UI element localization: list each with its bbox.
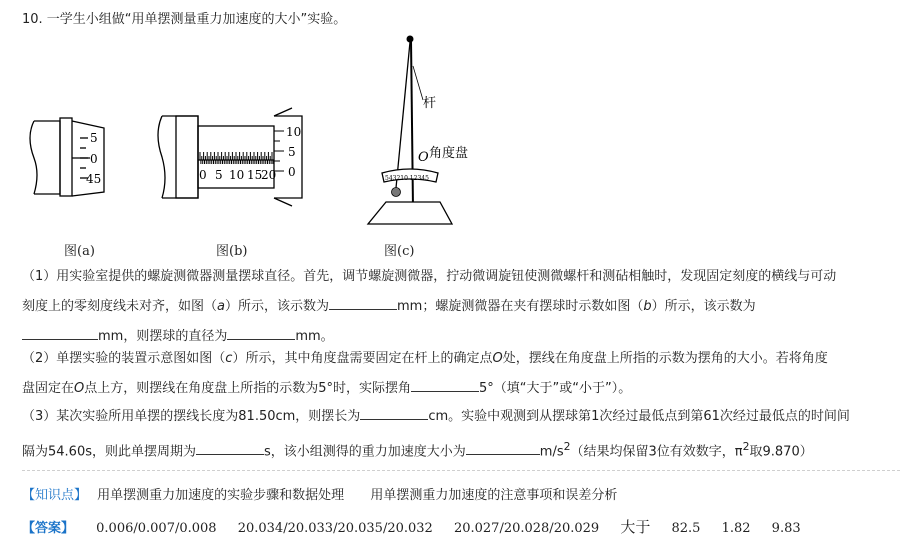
figure-area [0, 30, 918, 262]
figure-drawings [0, 30, 918, 262]
answer-blank-4[interactable] [411, 377, 479, 392]
rod-top [407, 36, 414, 43]
thimble-label-10: 10 [286, 125, 302, 139]
thimble-ticks [274, 131, 284, 171]
knowledge-label: 【知识点】 [22, 488, 88, 503]
caption-a: 图(a) [64, 244, 95, 259]
answer-blank-5[interactable] [360, 405, 428, 420]
main-scale-label-10: 10 [229, 168, 245, 182]
part1-line2: 刻度上的零刻度线未对齐，如图（a）所示，该示数为 mm；螺旋测微器在夹有摆球时示数如图（b）所示，该示数为 [22, 292, 902, 322]
knowledge-item-2[interactable]: 用单摆测重力加速度的注意事项和误差分析 [370, 488, 618, 503]
answer-number-2: 1.82 [721, 521, 751, 536]
answer-number-3: 9.83 [771, 521, 801, 536]
main-scale-ticks [200, 152, 273, 164]
answer-blank-7[interactable] [466, 440, 540, 455]
scale-a-label-5: 5 [90, 131, 98, 145]
part1-line3: mm，则摆球的直径为 mm。 [22, 322, 902, 352]
question-title: 10. 一学生小组做“用单摆测量重力加速度的大小”实验。 [22, 12, 347, 27]
answer-number-1: 82.5 [671, 521, 701, 536]
main-scale-label-5: 5 [215, 168, 223, 182]
part1 [22, 262, 902, 352]
answer-word: 大于 [620, 518, 651, 536]
main-scale-label-0: 0 [199, 168, 207, 182]
part3-line1: （3）某次实验所用单摆的摆线长度为81.50cm，则摆长为 cm。实验中观测到从摆球第1次经过最低点到第61次经过最低点的时间间 [22, 402, 902, 432]
answer-value-1: 0.006/0.007/0.008 [96, 521, 217, 536]
part2-line2: 盘固定在O点上方，则摆线在角度盘上所指的示数为5°时，实际摆角 5°（填“大于”或“小于”）。 [22, 374, 902, 404]
caption-b: 图(b) [216, 244, 248, 259]
thimble-label-0: 0 [288, 165, 296, 179]
part1-line1: （1）用实验室提供的螺旋测微器测量摆球直径。首先，调节螺旋测微器，拧动微调旋钮使测微螺杆和测砧相触时，发现固定刻度的横线与可动 [22, 269, 837, 284]
pendulum-apparatus [368, 40, 452, 224]
main-scale-label-15: 15 [247, 168, 263, 182]
part2 [22, 344, 902, 404]
answer-blank-2[interactable] [22, 325, 98, 340]
answer-value-3: 20.027/20.028/20.029 [453, 521, 600, 536]
part2-line1: （2）单摆实验的装置示意图如图（c）所示，其中角度盘需要固定在杆上的确定点O处，摆线在角度盘上所指的示数为摆角的大小。若将角度 [22, 351, 828, 366]
point-o-label: O [418, 150, 429, 165]
caption-c: 图(c) [384, 244, 415, 259]
answer-label: 【答案】 [22, 521, 75, 536]
answer-row [22, 516, 818, 537]
part3-line2: 隔为54.60s，则此单摆周期为 s，该小组测得的重力加速度大小为 $m/s^2$（结果均保留3位有效数字，$\pi^2$取9.870） [22, 440, 813, 460]
section-divider [22, 470, 900, 471]
rod-label: 杆 [423, 96, 437, 111]
answer-blank-1[interactable] [329, 295, 397, 310]
main-scale-label-20: 20 [261, 168, 277, 182]
knowledge-item-1[interactable]: 用单摆测重力加速度的实验步骤和数据处理 [97, 488, 345, 503]
answer-value-2: 20.034/20.033/20.035/20.032 [237, 521, 433, 536]
answer-blank-6[interactable] [196, 440, 264, 455]
answer-blank-3[interactable] [227, 325, 295, 340]
dial-digits: 543210 12345 [385, 175, 429, 182]
micrometer-b-drawing [158, 108, 302, 206]
pendulum-bob [392, 188, 401, 197]
dial-label: 角度盘 [429, 146, 469, 161]
knowledge-points [22, 484, 617, 503]
scale-a-label-45: 45 [86, 172, 102, 186]
thimble-label-5: 5 [288, 145, 296, 159]
scale-a-label-0: 0 [90, 152, 98, 166]
part3 [22, 402, 902, 467]
